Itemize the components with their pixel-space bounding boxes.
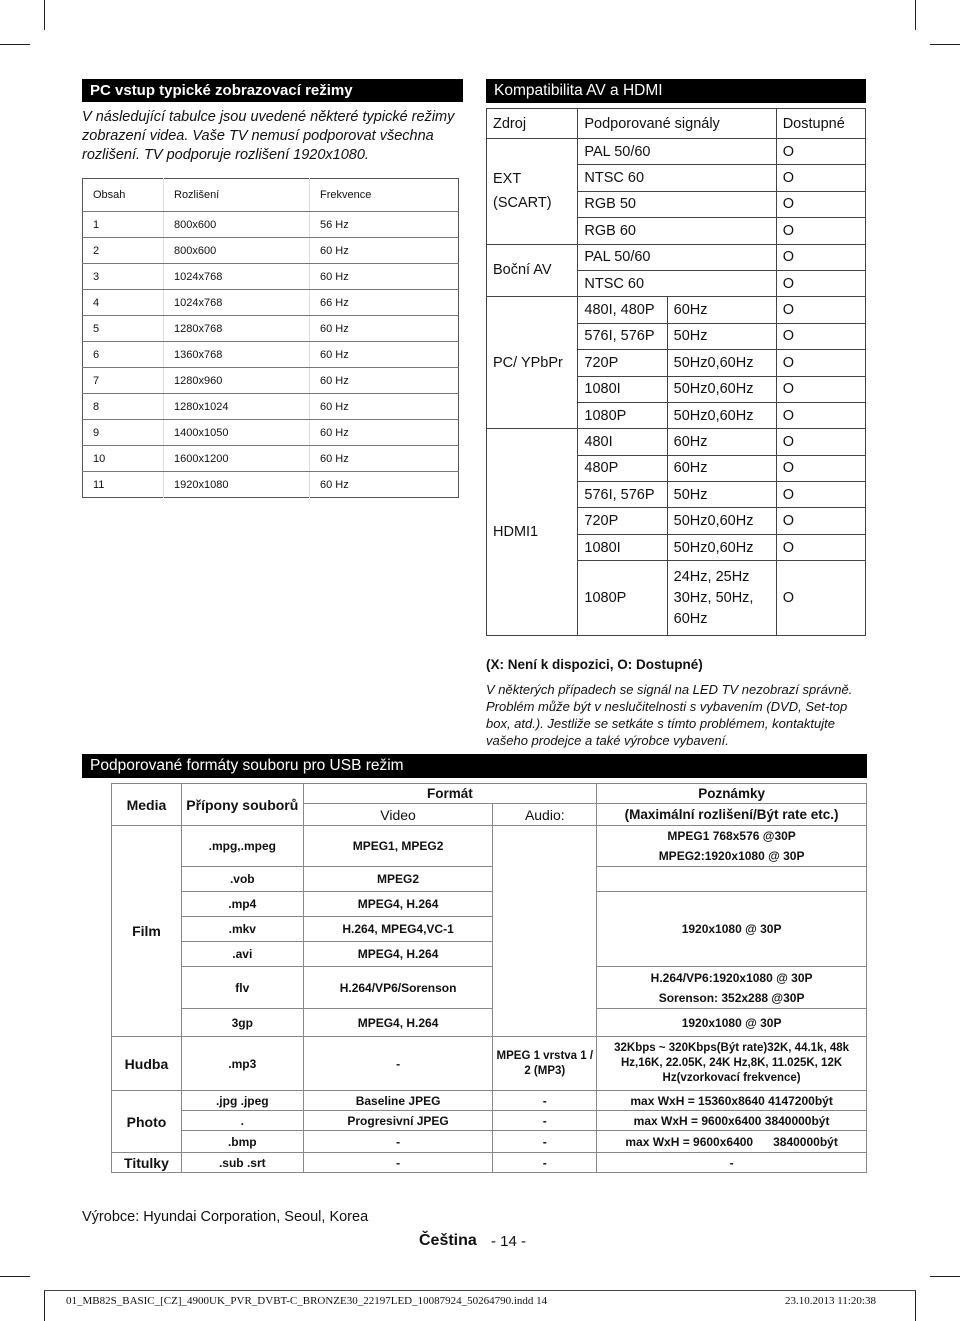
column-header: Audio: <box>493 804 597 826</box>
table-cell: Progresivní JPEG <box>303 1111 493 1131</box>
table-cell: 50Hz0,60Hz <box>667 508 776 534</box>
table-cell: .mp3 <box>181 1037 303 1091</box>
media-music: Hudba <box>112 1037 182 1091</box>
table-row <box>112 867 867 892</box>
table-row <box>83 290 459 316</box>
table-cell: 1280x1024 <box>164 394 310 420</box>
crop-mark <box>44 1291 45 1321</box>
table-header-row <box>112 784 867 804</box>
table-cell: flv <box>181 967 303 1009</box>
table-cell: H.264, MPEG4,VC-1 <box>303 917 493 942</box>
table-cell: 2 <box>83 238 164 264</box>
table-cell: O <box>776 376 865 402</box>
column-header: Media <box>112 784 182 826</box>
table-cell: 800x600 <box>164 212 310 238</box>
table-cell: 1920x1080 <box>164 472 310 498</box>
table-row <box>487 139 866 165</box>
note-mpeg1: MPEG1 768x576 @30P <box>667 829 796 843</box>
table-cell: 60Hz <box>667 455 776 481</box>
table-row <box>83 446 459 472</box>
table-cell: O <box>776 139 865 165</box>
table-cell: 1280x960 <box>164 368 310 394</box>
table-cell: 6 <box>83 342 164 368</box>
note-vp6: H.264/VP6:1920x1080 @ 30P <box>650 970 813 985</box>
language-label: Čeština <box>419 1232 477 1249</box>
table-row <box>112 1153 867 1173</box>
column-header: Frekvence <box>310 179 459 212</box>
column-header: Video <box>303 804 493 826</box>
crop-mark <box>915 1291 916 1321</box>
table-cell: .mkv <box>181 917 303 942</box>
table-header-row <box>83 179 459 212</box>
pc-section-title: PC vstup typické zobrazovací režimy <box>82 79 463 102</box>
table-cell: 4 <box>83 290 164 316</box>
crop-mark <box>44 0 45 30</box>
table-cell: 60 Hz <box>310 264 459 290</box>
table-cell: 60 Hz <box>310 472 459 498</box>
table-cell: PAL 50/60 <box>578 244 776 270</box>
table-cell: O <box>776 350 865 376</box>
file-info: 01_MB82S_BASIC_[CZ]_4900UK_PVR_DVBT-C_BRONZE30_22197LED_10087924_50264790.indd 14 <box>66 1295 548 1307</box>
source-side-av: Boční AV <box>487 244 578 297</box>
table-cell: 9 <box>83 420 164 446</box>
crop-mark <box>930 44 960 45</box>
table-cell: - <box>303 1037 493 1091</box>
table-cell: NTSC 60 <box>578 270 776 296</box>
table-cell: max WxH = 9600x6400 3840000být <box>597 1131 867 1153</box>
table-header-row <box>487 109 866 139</box>
crop-mark <box>0 1276 30 1277</box>
table-cell: 480P <box>578 455 667 481</box>
table-cell: O <box>776 323 865 349</box>
media-subtitles: Titulky <box>112 1153 182 1173</box>
table-cell: O <box>776 429 865 455</box>
usb-formats-table <box>111 783 867 1173</box>
table-cell: .avi <box>181 942 303 967</box>
column-header: Formát <box>303 784 596 804</box>
note-sorenson: Sorenson: 352x288 @30P <box>658 990 805 1005</box>
table-cell: 720P <box>578 508 667 534</box>
table-cell: 8 <box>83 394 164 420</box>
note-3gp: 1920x1080 @ 30P <box>597 1009 867 1037</box>
table-row <box>112 892 867 917</box>
table-cell: 480I, 480P <box>578 297 667 323</box>
table-cell: 5 <box>83 316 164 342</box>
table-cell: 60 Hz <box>310 238 459 264</box>
table-cell: PAL 50/60 <box>578 139 776 165</box>
table-cell <box>597 826 867 867</box>
table-cell: .bmp <box>181 1131 303 1153</box>
av-legend: (X: Není k dispozici, O: Dostupné) <box>486 657 703 672</box>
table-row <box>83 368 459 394</box>
table-cell: 576I, 576P <box>578 323 667 349</box>
table-cell: 576I, 576P <box>578 482 667 508</box>
source-ext: EXT (SCART) <box>487 139 578 245</box>
table-cell: O <box>776 244 865 270</box>
table-cell: 1080I <box>578 376 667 402</box>
table-cell: O <box>776 165 865 191</box>
table-cell: - <box>493 1111 597 1131</box>
table-cell: 1080P <box>578 402 667 428</box>
table-cell: O <box>776 455 865 481</box>
table-cell: O <box>776 561 865 636</box>
table-cell <box>493 826 597 1037</box>
table-cell: MPEG4, H.264 <box>303 1009 493 1037</box>
table-row <box>83 394 459 420</box>
table-cell: 1 <box>83 212 164 238</box>
table-cell: O <box>776 218 865 244</box>
source-hdmi1: HDMI1 <box>487 429 578 636</box>
table-cell: .sub .srt <box>181 1153 303 1173</box>
media-photo: Photo <box>112 1091 182 1153</box>
column-header: Rozlišení <box>164 179 310 212</box>
table-cell: 50Hz <box>667 482 776 508</box>
table-cell: O <box>776 534 865 560</box>
table-row <box>83 342 459 368</box>
pc-section-intro: V následující tabulce jsou uvedené některé typické režimy zobrazení videa. Vaše TV nemusí podporovat všechna rozlišení. TV podporuje rozlišení 1920x1080. <box>82 109 455 163</box>
pc-modes-table <box>82 178 459 498</box>
table-cell: O <box>776 402 865 428</box>
column-header: (Maximální rozlišení/Být rate etc.) <box>597 804 867 826</box>
column-header: Zdroj <box>487 109 578 139</box>
table-cell <box>597 867 867 892</box>
table-cell: - <box>493 1091 597 1111</box>
crop-mark <box>930 1276 960 1277</box>
table-cell: 50Hz0,60Hz <box>667 402 776 428</box>
table-cell: 1024x768 <box>164 290 310 316</box>
source-ypbpr: PC/ YPbPr <box>487 297 578 429</box>
table-cell: 1024x768 <box>164 264 310 290</box>
table-cell: MPEG 1 vrstva 1 / 2 (MP3) <box>493 1037 597 1091</box>
table-cell: 60 Hz <box>310 446 459 472</box>
table-cell: .jpg .jpeg <box>181 1091 303 1111</box>
av-note: V některých případech se signál na LED TV nezobrazí správně. Problém může být v neslučitelnosti s vybavením (DVD, Set-top box, atd.). Jestliže se setkáte s tímto problémem, kontaktujte vašeho prodejce a také výrobce vybavení. <box>486 682 853 748</box>
footer-rule <box>44 1290 916 1291</box>
file-date: 23.10.2013 11:20:38 <box>785 1295 876 1307</box>
table-cell: 60 Hz <box>310 316 459 342</box>
table-cell: 60 Hz <box>310 368 459 394</box>
table-cell: 7 <box>83 368 164 394</box>
table-row <box>112 1009 867 1037</box>
note-mpeg2: MPEG2:1920x1080 @ 30P <box>658 849 805 863</box>
table-cell: - <box>493 1153 597 1173</box>
table-row <box>112 1111 867 1131</box>
table-cell: 1080P <box>578 561 667 636</box>
table-cell: 1400x1050 <box>164 420 310 446</box>
column-header: Poznámky <box>597 784 867 804</box>
crop-mark <box>915 0 916 30</box>
table-cell: .mp4 <box>181 892 303 917</box>
note-hd: 1920x1080 @ 30P <box>597 892 867 967</box>
table-cell: max WxH = 15360x8640 4147200být <box>597 1091 867 1111</box>
table-cell: NTSC 60 <box>578 165 776 191</box>
table-cell: .vob <box>181 867 303 892</box>
table-cell: 11 <box>93 478 105 491</box>
table-cell: 480I <box>578 429 667 455</box>
table-cell: O <box>776 191 865 217</box>
media-film: Film <box>112 826 182 1037</box>
table-row <box>83 264 459 290</box>
table-cell: 56 Hz <box>310 212 459 238</box>
table-row <box>83 472 459 498</box>
table-cell: 1080I <box>578 534 667 560</box>
table-cell: O <box>776 297 865 323</box>
table-cell: MPEG4, H.264 <box>303 892 493 917</box>
table-cell: 3gp <box>181 1009 303 1037</box>
table-cell <box>597 967 867 1009</box>
table-cell: O <box>776 482 865 508</box>
table-row <box>487 297 866 323</box>
table-cell: 66 Hz <box>310 290 459 316</box>
column-header: Podporované signály <box>578 109 776 139</box>
column-header: Obsah <box>83 179 164 212</box>
table-cell: O <box>776 270 865 296</box>
table-cell: max WxH = 9600x6400 3840000být <box>597 1111 867 1131</box>
av-compat-table <box>486 108 866 636</box>
av-section-title: Kompatibilita AV a HDMI <box>486 79 866 103</box>
table-cell: Baseline JPEG <box>303 1091 493 1111</box>
table-cell: 60 Hz <box>310 420 459 446</box>
table-cell: 50Hz0,60Hz <box>667 350 776 376</box>
table-cell: 800x600 <box>164 238 310 264</box>
table-cell: 60 Hz <box>310 394 459 420</box>
usb-section-title: Podporované formáty souboru pro USB režim <box>82 754 867 778</box>
table-cell: 50Hz <box>667 323 776 349</box>
table-cell: - <box>303 1131 493 1153</box>
table-cell: MPEG1, MPEG2 <box>303 826 493 867</box>
table-row <box>112 967 867 1009</box>
table-row <box>487 244 866 270</box>
table-cell: 10 <box>83 446 164 472</box>
table-cell: - <box>493 1131 597 1153</box>
table-row <box>83 212 459 238</box>
table-cell: 1280x768 <box>164 316 310 342</box>
table-cell: 1600x1200 <box>164 446 310 472</box>
table-cell: O <box>776 508 865 534</box>
table-row <box>112 826 867 867</box>
table-row <box>83 316 459 342</box>
table-row <box>487 429 866 455</box>
table-cell: .mpg,.mpeg <box>181 826 303 867</box>
table-cell: - <box>303 1153 493 1173</box>
manufacturer-text: Výrobce: Hyundai Corporation, Seoul, Korea <box>82 1209 369 1225</box>
table-cell: 60Hz <box>667 429 776 455</box>
table-row <box>112 1037 867 1091</box>
table-row <box>112 1091 867 1111</box>
table-cell: MPEG4, H.264 <box>303 942 493 967</box>
table-cell: RGB 60 <box>578 218 776 244</box>
table-cell: 60 Hz <box>310 342 459 368</box>
table-cell: - <box>597 1153 867 1173</box>
column-header: Dostupné <box>776 109 865 139</box>
table-cell: RGB 50 <box>578 191 776 217</box>
table-cell: 32Kbps ~ 320Kbps(Být rate)32K, 44.1k, 48k Hz,16K, 22.05K, 24K Hz,8K, 11.025K, 12K Hz(vzorkovací frekvence) <box>597 1037 867 1091</box>
table-row <box>83 238 459 264</box>
crop-mark <box>0 44 30 45</box>
table-cell: 3 <box>83 264 164 290</box>
table-cell: 24Hz, 25Hz 30Hz, 50Hz, 60Hz <box>667 561 776 636</box>
table-cell: 1360x768 <box>164 342 310 368</box>
page-number: - 14 - <box>491 1233 527 1250</box>
table-cell: 60Hz <box>667 297 776 323</box>
table-cell: 50Hz0,60Hz <box>667 534 776 560</box>
table-row <box>112 1131 867 1153</box>
table-cell: H.264/VP6/Sorenson <box>303 967 493 1009</box>
column-header: Přípony souborů <box>181 784 303 826</box>
table-cell: 720P <box>578 350 667 376</box>
table-cell: . <box>181 1111 303 1131</box>
table-row <box>83 420 459 446</box>
table-cell: 50Hz0,60Hz <box>667 376 776 402</box>
table-cell: MPEG2 <box>303 867 493 892</box>
